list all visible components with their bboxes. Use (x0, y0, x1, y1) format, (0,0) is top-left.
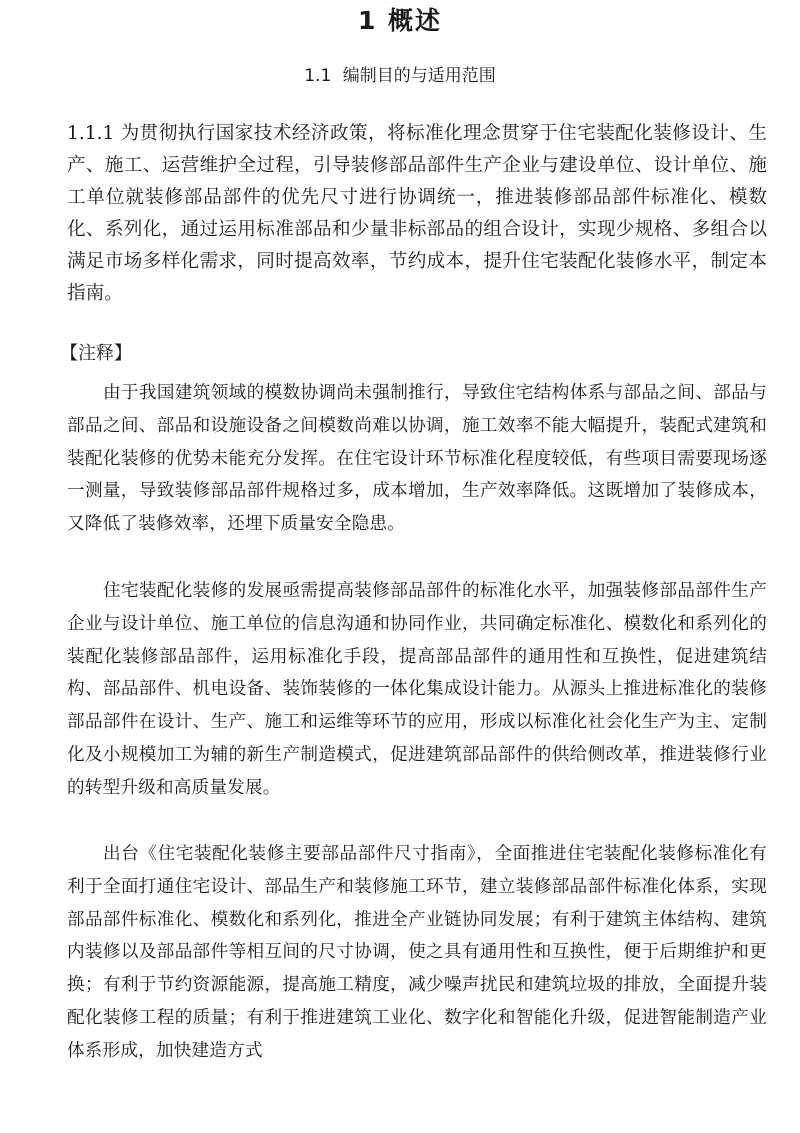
clause-1-1-1: 1.1.1 为贯彻执行国家技术经济政策，将标准化理念贯穿于住宅装配化装修设计、生产、施工、运营维护全过程，引导装修部品部件生产企业与建设单位、设计单位、施工单位就装修部品部件的优先尺寸进行协调统一，推进装修部品部件标准化、模数化、系列化，通过运用标准部品和少量非标部品的组合设计，实现少规格、多组合以满足市场多样化需求，同时提高效率，节约成本，提升住宅装配化装修水平，制定本指南。 (67, 123, 767, 304)
note-label: 【注释】 (60, 343, 132, 364)
note-paragraph: 由于我国建筑领域的模数协调尚未强制推行，导致住宅结构体系与部品之间、部品与部品之间、部品和设施设备之间模数尚难以协调，施工效率不能大幅提升，装配式建筑和装配化装修的优势未能充分发挥。在住宅设计环节标准化程度较低，有些项目需要现场逐一测量，导致装修部品部件规格过多，成本增加，生产效率降低。这既增加了装修成本，又降低了装修效率，还埋下质量安全隐患。 (67, 383, 767, 535)
note-paragraph: 住宅装配化装修的发展亟需提高装修部品部件的标准化水平，加强装修部品部件生产企业与设计单位、施工单位的信息沟通和协同作业，共同确定标准化、模数化和系列化的装配化装修部品部件，运用标准化手段，提高部品部件的通用性和互换性，促进建筑结构、部品部件、机电设备、装饰装修的一体化集成设计能力。从源头上推进标准化的装修部品部件在设计、生产、施工和运维等环节的应用，形成以标准化社会化生产为主、定制化及小规模加工为辅的新生产制造模式，促进建筑部品部件的供给侧改革，推进装修行业的转型升级和高质量发展。 (67, 581, 767, 798)
section-heading (0, 64, 800, 88)
section-number: 1.1 (304, 66, 332, 86)
chapter-title: 1 概述 (357, 6, 443, 35)
note-paragraph: 出台《住宅装配化装修主要部品部件尺寸指南》，全面推进住宅装配化装修标准化有利于全面打通住宅设计、部品生产和装修施工环节，建立装修部品部件标准化体系，实现部品部件标准化、模数化和系列化，推进全产业链协同发展；有利于建筑主体结构、建筑内装修以及部品部件等相互间的尺寸协调，使之具有通用性和互换性，便于后期维护和更换；有利于节约资源能源，提高施工精度，减少噪声扰民和建筑垃圾的排放，全面提升装配化装修工程的质量；有利于推进建筑工业化、数字化和智能化升级，促进智能制造产业体系形成，加快建造方式 (67, 844, 767, 1061)
section-title: 编制目的与适用范围 (342, 66, 496, 86)
